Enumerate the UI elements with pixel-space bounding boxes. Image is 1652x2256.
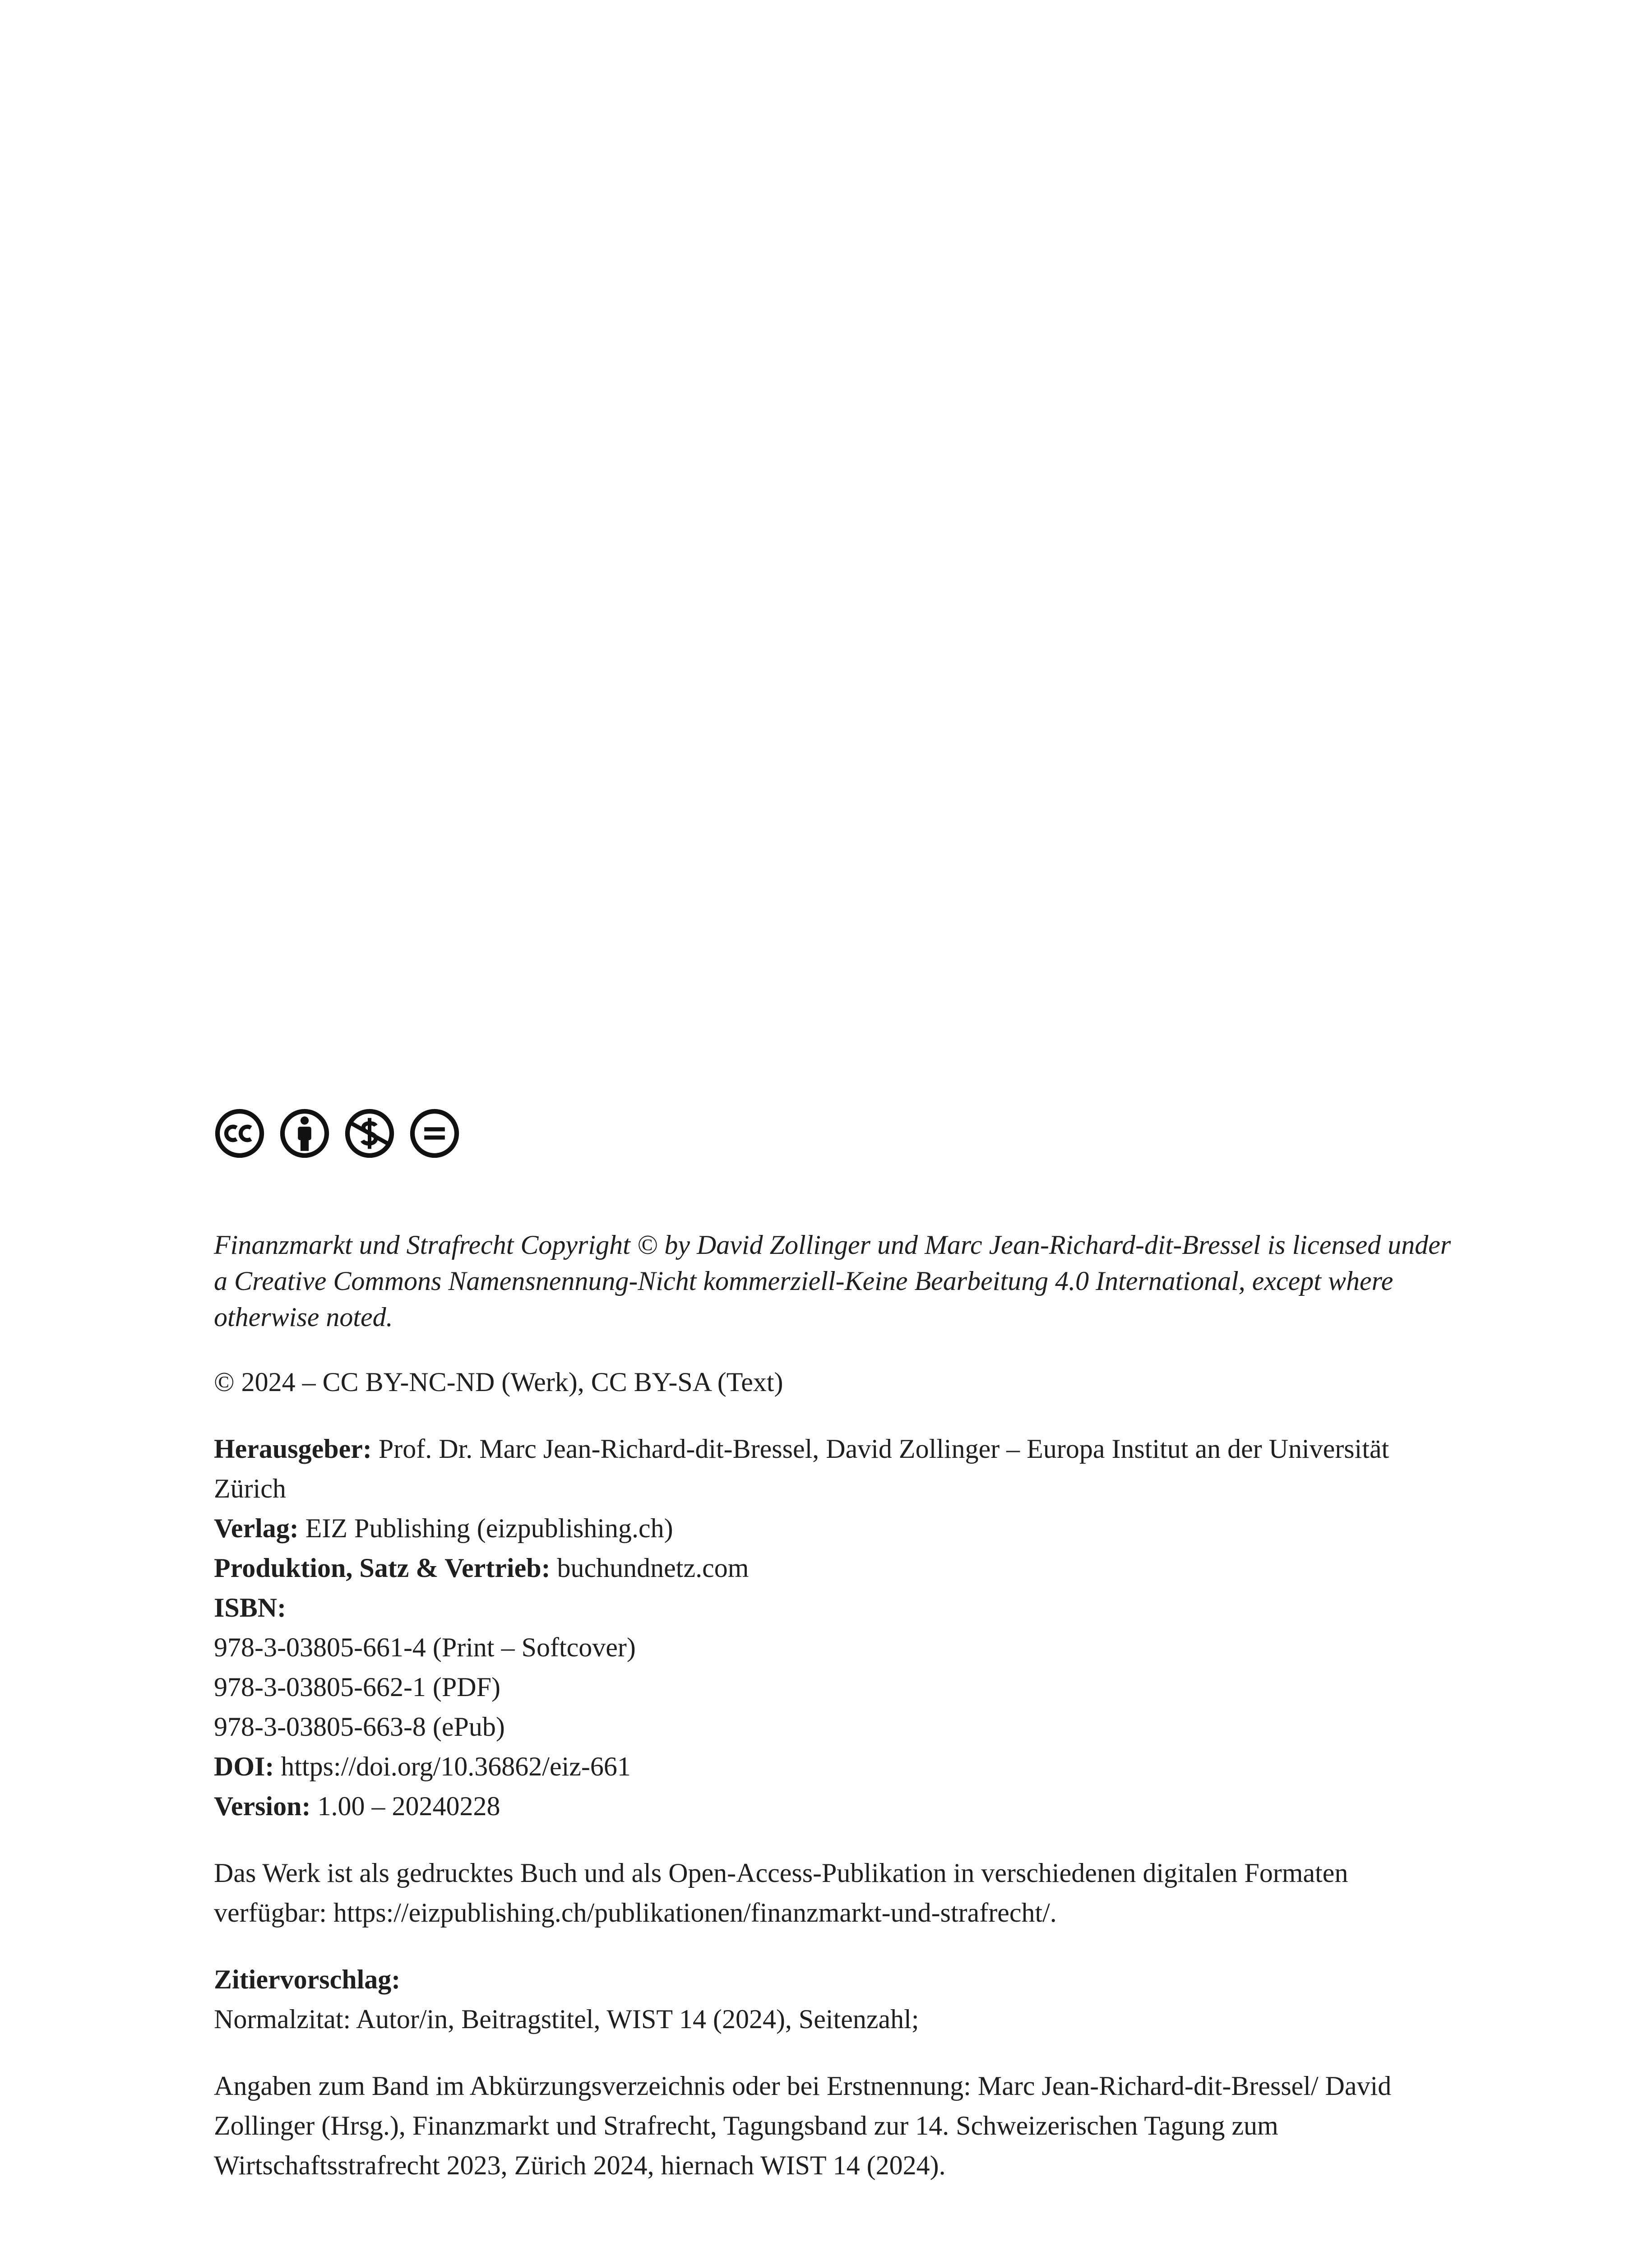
publisher-value: EIZ Publishing (eizpublishing.ch) bbox=[305, 1513, 673, 1543]
version-label: Version: bbox=[214, 1791, 311, 1821]
isbn-label: ISBN: bbox=[214, 1593, 287, 1623]
citation-label: Zitiervorschlag: bbox=[214, 1965, 401, 1994]
editors-label: Herausgeber: bbox=[214, 1434, 372, 1464]
copyright-line: © 2024 – CC BY-NC-ND (Werk), CC BY-SA (Text) bbox=[214, 1367, 783, 1397]
version-line bbox=[214, 1786, 1459, 1826]
license-statement: Finanzmarkt und Strafrecht Copyright © by David Zollinger und Marc Jean-Richard-dit-Bressel is licensed under a Creative Commons Namensnennung-Nicht kommerziell-Keine Bearbeitung 4.0 International, except where otherwise noted. bbox=[214, 1230, 1451, 1332]
no-derivatives-icon bbox=[409, 1108, 460, 1159]
production-value: buchundnetz.com bbox=[557, 1553, 749, 1583]
version-value: 1.00 – 20240228 bbox=[317, 1791, 500, 1821]
doi-line bbox=[214, 1747, 1459, 1786]
volume-reference: Angaben zum Band im Abkürzungsverzeichnis oder bei Erstnennung: Marc Jean-Richard-dit-Bressel/ David Zollinger (Hrsg.), Finanzmarkt und Strafrecht, Tagungsband zur 14. Schweizerischen Tagung zum Wirtschaftsstrafrecht 2023, Zürich 2024, hiernach WIST 14 (2024). bbox=[214, 2071, 1392, 2180]
editors-line bbox=[214, 1429, 1459, 1508]
citation-normal: Normalzitat: Autor/in, Beitragstitel, WIST 14 (2024), Seitenzahl; bbox=[214, 2004, 919, 2034]
isbn-pdf: 978-3-03805-662-1 (PDF) bbox=[214, 1672, 500, 1702]
production-line bbox=[214, 1548, 1459, 1588]
citation-suggestion bbox=[214, 1960, 1459, 2039]
license-icons bbox=[214, 1108, 1459, 1159]
availability-text: Das Werk ist als gedrucktes Buch und als Open-Access-Publikation in verschiedenen digitalen Formaten verfügbar: https://eizpublishing.ch/publikationen/finanzmarkt-und-strafrecht/. bbox=[214, 1858, 1348, 1928]
production-label: Produktion, Satz & Vertrieb: bbox=[214, 1553, 551, 1583]
doi-label: DOI: bbox=[214, 1752, 274, 1781]
isbn-print: 978-3-03805-661-4 (Print – Softcover) bbox=[214, 1632, 636, 1662]
publisher-label: Verlag: bbox=[214, 1513, 299, 1543]
imprint-page bbox=[214, 1108, 1459, 2185]
imprint-details bbox=[214, 1429, 1459, 1826]
non-commercial-icon bbox=[344, 1108, 395, 1159]
editors-value: Prof. Dr. Marc Jean-Richard-dit-Bressel, David Zollinger – Europa Institut an der Universität Zürich bbox=[214, 1434, 1389, 1503]
cc-icon bbox=[214, 1108, 265, 1159]
publisher-line bbox=[214, 1508, 1459, 1548]
isbn-epub: 978-3-03805-663-8 (ePub) bbox=[214, 1712, 505, 1742]
doi-value: https://doi.org/10.36862/eiz-661 bbox=[281, 1752, 631, 1781]
by-attribution-icon bbox=[279, 1108, 330, 1159]
